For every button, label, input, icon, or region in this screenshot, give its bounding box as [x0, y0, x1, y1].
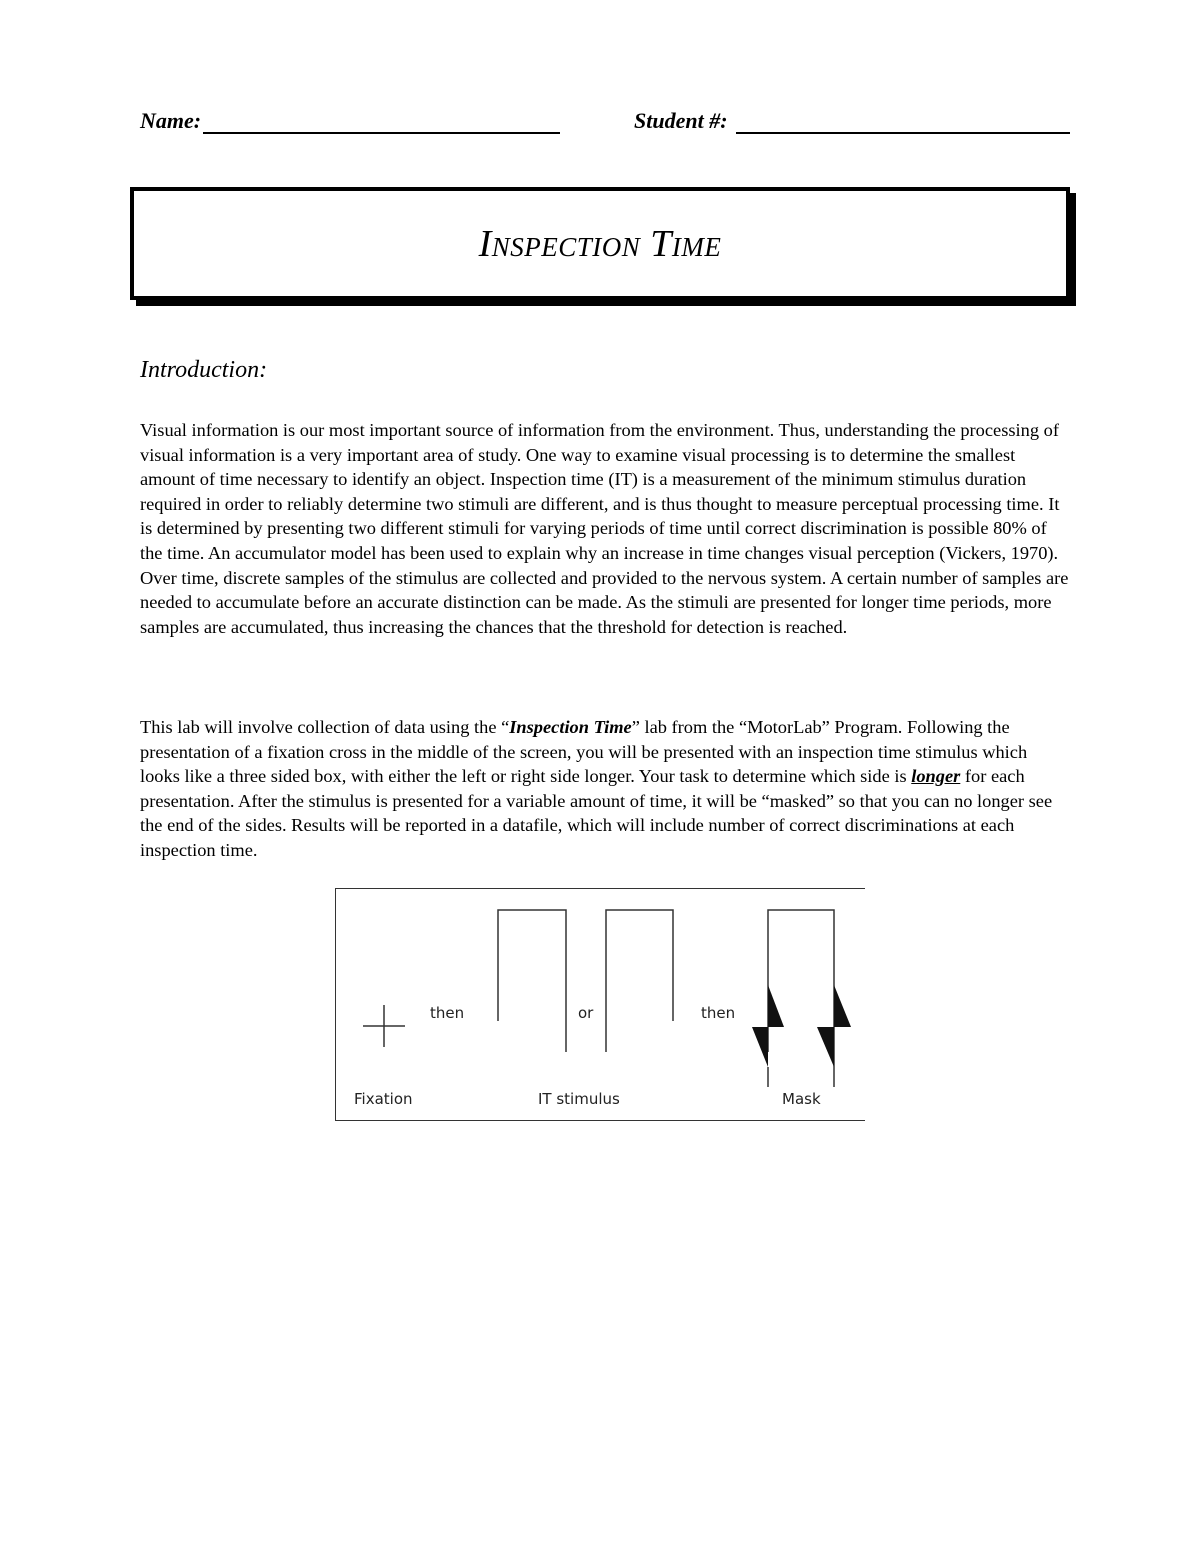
lab-name: Inspection Time: [509, 717, 632, 737]
para2-text-3: for each presentation. After the stimulus is presented for a variable amount of time, it will be “masked” so that you can no longer see the end of the sides. Results will be reported in a datafile, which will include number of correct discriminations at each inspection time.: [140, 766, 1053, 860]
student-number-underline: [736, 132, 1070, 134]
then-label-1: then: [430, 1004, 465, 1022]
student-number-label: Student #:: [634, 108, 728, 133]
para2-text-1: This lab will involve collection of data using the “: [140, 717, 510, 737]
mask-stimulus: [752, 910, 851, 1087]
name-label: Name:: [140, 108, 202, 133]
it-stimulus-right-longer: [498, 910, 566, 1052]
page-title: Inspection Time: [478, 222, 722, 265]
title-box: [130, 187, 1070, 300]
mask-label: Mask: [782, 1090, 821, 1108]
fixation-label: Fixation: [354, 1090, 413, 1108]
header-row: [140, 108, 1070, 138]
fixation-cross: [363, 1005, 405, 1047]
intro-paragraph-1: Visual information is our most important source of information from the environment. Thus, understanding the processing of visual information is a very important area of study. One way to examine visual processing is to determine the smallest amount of time necessary to identify an object. Inspection time (IT) is a measurement of the minimum stimulus duration required in order to reliably determine two stimuli are different, and is thus thought to measure perceptual processing time. It is determined by presenting two different stimuli for varying periods of time until correct discrimination is possible 80% of the time. An accumulator model has been used to explain why an increase in time changes visual perception (Vickers, 1970). Over time, discrete samples of the stimulus are collected and provided to the nervous system. A certain number of samples are needed to accumulate before an accurate distinction can be made. As the stimuli are presented for longer time periods, more samples are accumulated, thus increasing the chances that the threshold for detection is reached.: [140, 420, 1069, 637]
student-number-field[interactable]: [634, 108, 1070, 134]
it-stimulus-label: IT stimulus: [538, 1090, 620, 1108]
or-label: or: [578, 1004, 594, 1022]
intro-heading: Introduction:: [140, 357, 268, 383]
then-label-2: then: [701, 1004, 736, 1022]
stimulus-figure: [335, 888, 865, 1121]
para2-text-2: ” lab from the “MotorLab” Program. Following the presentation of a fixation cross in the middle of the screen, you will be presented with an inspection time stimulus which looks like a three sided box, with either the left or right side longer. Your task to determine which side is: [140, 717, 1028, 787]
intro-paragraph-2: [140, 715, 1070, 863]
stimulus-diagram: [336, 889, 866, 1122]
name-underline: [203, 132, 560, 134]
emphasis-longer: longer: [911, 766, 961, 787]
it-stimulus-left-longer: [606, 910, 673, 1052]
name-field[interactable]: [140, 108, 560, 134]
